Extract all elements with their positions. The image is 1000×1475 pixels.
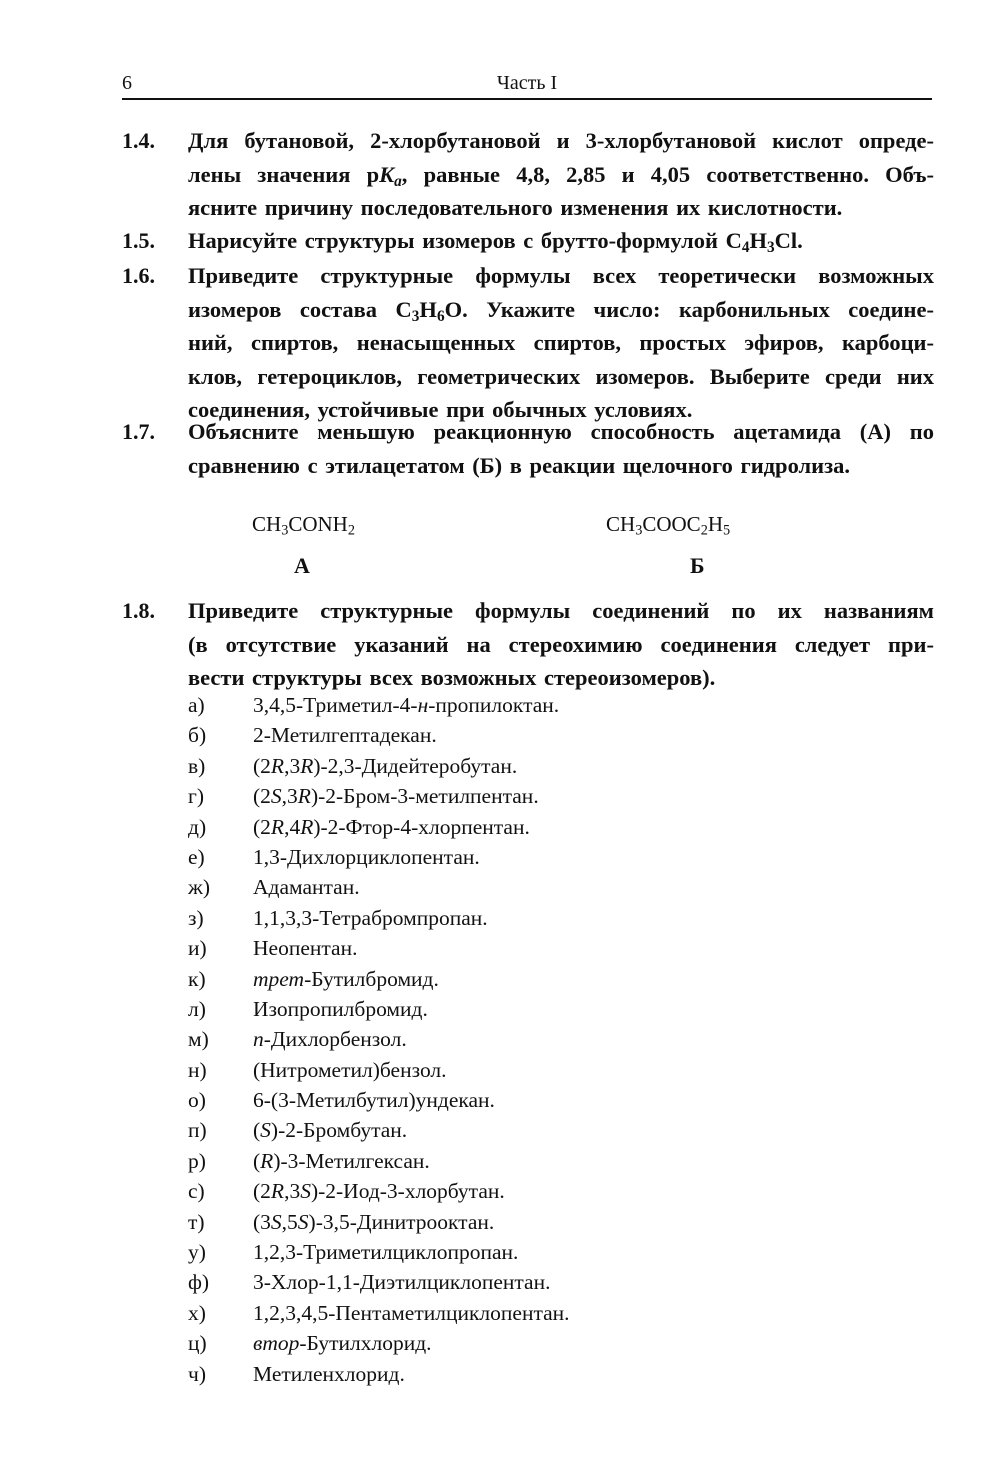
item-marker: м) bbox=[188, 1027, 209, 1052]
item-text: (S)-2-Бромбутан. bbox=[253, 1118, 408, 1143]
item-text: (2S,3R)-2-Бром-3-метилпентан. bbox=[253, 784, 539, 809]
running-head: Часть I bbox=[496, 72, 558, 94]
compound-item bbox=[188, 872, 928, 902]
item-marker: а) bbox=[188, 693, 205, 717]
problem-line: вести структуры всех возможных стереоизомеров). bbox=[188, 665, 716, 690]
formula-label-b: Б bbox=[690, 553, 705, 578]
item-marker: е) bbox=[188, 844, 205, 869]
compound-item bbox=[188, 1085, 928, 1115]
page-number: 6 bbox=[122, 72, 132, 94]
problem-line: ний, спиртов, ненасыщенных спиртов, простых эфиров, карбоци- bbox=[188, 330, 934, 355]
compound-item bbox=[188, 1359, 928, 1389]
problem-number: 1.5. bbox=[122, 228, 155, 253]
compound-item bbox=[188, 690, 928, 720]
item-text: Адамантан. bbox=[253, 875, 360, 900]
compound-item bbox=[188, 1024, 928, 1054]
item-text: (3S,5S)-3,5-Динитрооктан. bbox=[253, 1209, 495, 1234]
item-text: втор-Бутилхлорид. bbox=[253, 1331, 432, 1356]
problem-line: клов, гетероциклов, геометрических изомеров. Выберите среди них bbox=[188, 363, 934, 389]
item-marker: п) bbox=[188, 1118, 207, 1143]
compound-item bbox=[188, 994, 928, 1024]
item-text: 1,3-Дихлорциклопентан. bbox=[253, 844, 480, 869]
item-text: 3,4,5-Триметил-4-н-пропилоктан. bbox=[253, 693, 560, 717]
compound-item bbox=[188, 1176, 928, 1206]
item-text: 2-Метилгептадекан. bbox=[253, 723, 437, 748]
compound-item bbox=[188, 1267, 928, 1297]
item-marker: ч) bbox=[188, 1361, 206, 1386]
problem-number: 1.6. bbox=[122, 263, 155, 288]
compound-item bbox=[188, 1146, 928, 1176]
compound-item bbox=[188, 751, 928, 781]
item-marker: н) bbox=[188, 1057, 207, 1082]
problem-line: сравнению с этилацетатом (Б) в реакции щелочного гидролиза. bbox=[188, 452, 851, 478]
item-text: 1,1,3,3-Тетрабромпропан. bbox=[253, 905, 488, 930]
item-marker: и) bbox=[188, 936, 207, 961]
problem-line: лены значения $pK_a$, равные 4,8, 2,85 и 4,05 соответственно. Объ- bbox=[188, 161, 934, 190]
item-text: Метиленхлорид. bbox=[253, 1361, 405, 1386]
compound-item bbox=[188, 842, 928, 872]
item-text: (2R,3R)-2,3-Дидейтеробутан. bbox=[253, 753, 518, 778]
item-text: Неопентан. bbox=[253, 936, 358, 961]
problem-number: 1.8. bbox=[122, 598, 155, 623]
problem-line: изомеров состава $C_3H_6O$. Укажите число: карбонильных соедине- bbox=[188, 296, 935, 325]
item-marker: о) bbox=[188, 1088, 206, 1113]
problem-text bbox=[188, 415, 934, 482]
problem-line: Приведите структурные формулы соединений по их названиям bbox=[188, 598, 934, 623]
problem-text bbox=[188, 259, 934, 427]
item-marker: д) bbox=[188, 814, 207, 839]
compound-item bbox=[188, 812, 928, 842]
formula-ethyl-acetate: $CH_3COOC_2H_5$ bbox=[606, 512, 731, 539]
item-text: 3-Хлор-1,1-Диэтилциклопентан. bbox=[253, 1270, 551, 1295]
item-marker: у) bbox=[188, 1240, 206, 1265]
item-text: трет-Бутилбромид. bbox=[253, 966, 439, 991]
compound-item bbox=[188, 903, 928, 933]
item-text: (R)-3-Метилгексан. bbox=[253, 1148, 430, 1173]
formula-acetamide: $CH_3CONH_2$ bbox=[252, 512, 355, 539]
item-text: 6-(3-Метилбутил)ундекан. bbox=[253, 1088, 495, 1113]
item-text: (2R,4R)-2-Фтор-4-хлорпентан. bbox=[253, 814, 530, 839]
problem-text bbox=[188, 594, 934, 695]
item-text: 1,2,3,4,5-Пентаметилциклопентан. bbox=[253, 1300, 570, 1325]
problem-line: ясните причину последовательного изменения их кислотности. bbox=[188, 195, 843, 220]
item-marker: т) bbox=[188, 1209, 205, 1234]
problem-line: Приведите структурные формулы всех теоретически возможных bbox=[188, 263, 934, 288]
compound-item bbox=[188, 964, 928, 994]
problem-text bbox=[188, 124, 934, 225]
problem-line: Объясните меньшую реакционную способность ацетамида (А) по bbox=[188, 419, 934, 444]
item-marker: ф) bbox=[188, 1270, 210, 1295]
formula-label-a: А bbox=[294, 553, 310, 578]
item-marker: в) bbox=[188, 753, 206, 778]
item-text: п-Дихлорбензол. bbox=[253, 1027, 407, 1052]
item-marker: ц) bbox=[188, 1331, 207, 1356]
item-text: (2R,3S)-2-Иод-3-хлорбутан. bbox=[253, 1179, 505, 1204]
item-marker: к) bbox=[188, 966, 206, 991]
item-marker: з) bbox=[188, 905, 204, 930]
problem-number: 1.4. bbox=[122, 128, 155, 153]
item-marker: л) bbox=[188, 996, 206, 1021]
item-marker: р) bbox=[188, 1148, 206, 1173]
compound-item bbox=[188, 1115, 928, 1145]
compound-list bbox=[188, 690, 928, 1389]
item-text: (Нитрометил)бензол. bbox=[253, 1057, 447, 1082]
page-header bbox=[122, 70, 932, 100]
compound-item bbox=[188, 933, 928, 963]
problem-number: 1.7. bbox=[122, 419, 155, 444]
item-marker: х) bbox=[188, 1300, 206, 1325]
problem-text bbox=[188, 224, 934, 258]
compound-item bbox=[188, 1055, 928, 1085]
compound-item bbox=[188, 1298, 928, 1328]
item-marker: с) bbox=[188, 1179, 205, 1204]
compound-item bbox=[188, 1207, 928, 1237]
problem-line: Для бутановой, 2-хлорбутановой и 3-хлорбутановой кислот опреде- bbox=[188, 128, 934, 153]
item-marker: ж) bbox=[188, 875, 211, 900]
problem-line: соединения, устойчивые при обычных условиях. bbox=[188, 397, 693, 422]
item-text: Изопропилбромид. bbox=[253, 996, 428, 1021]
item-text: 1,2,3-Триметилциклопропан. bbox=[253, 1240, 519, 1265]
item-marker: б) bbox=[188, 723, 207, 748]
problem-line: (в отсутствие указаний на стереохимию соединения следует при- bbox=[188, 631, 934, 657]
compound-item bbox=[188, 781, 928, 811]
compound-item bbox=[188, 720, 928, 750]
item-marker: г) bbox=[188, 784, 204, 809]
problem-line: Нарисуйте структуры изомеров с брутто-формулой $C_4H_3Cl$. bbox=[188, 228, 803, 256]
compound-item bbox=[188, 1237, 928, 1267]
compound-item bbox=[188, 1328, 928, 1358]
